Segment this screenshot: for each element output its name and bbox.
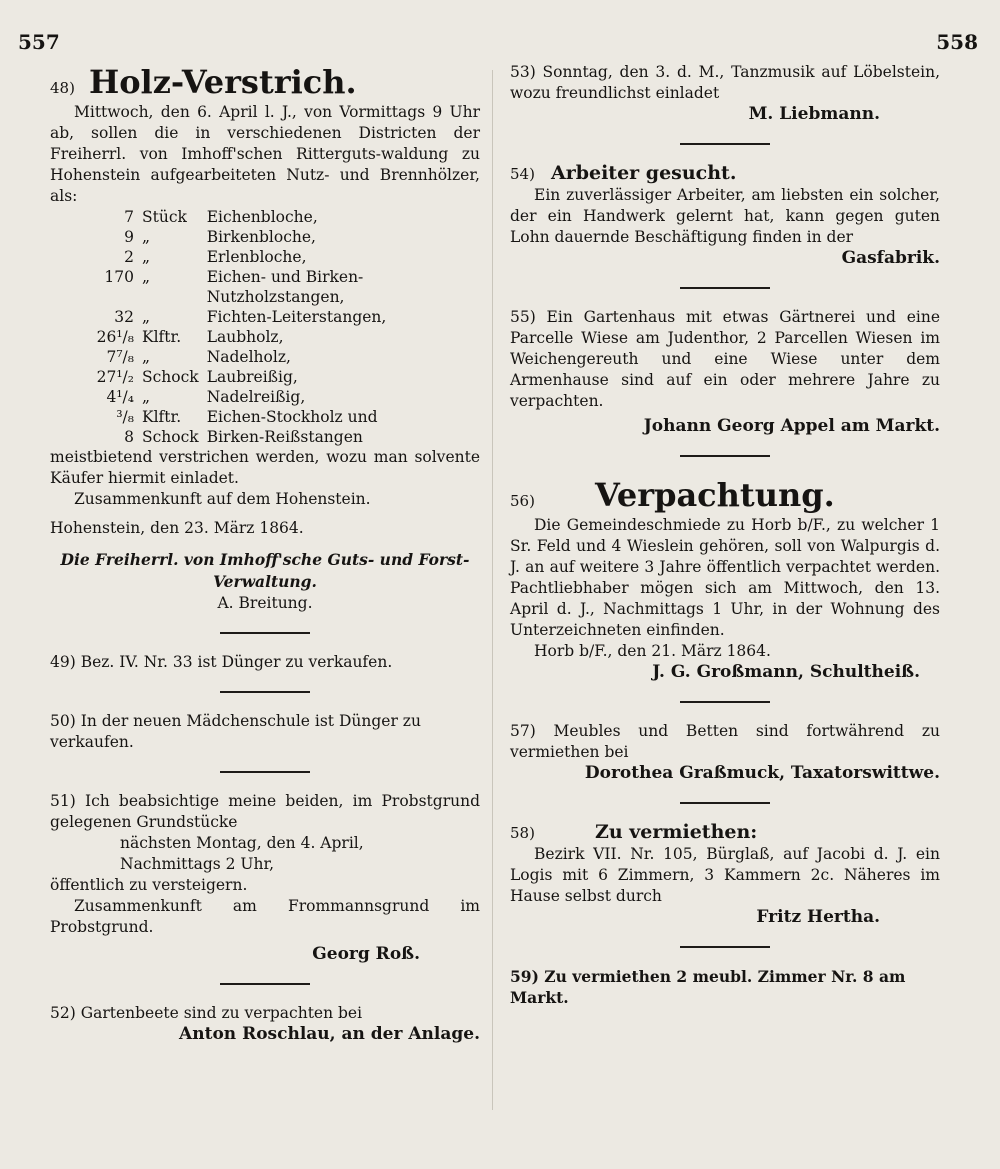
wood-list-row <box>78 387 480 407</box>
ad-title: Arbeiter gesucht. <box>550 162 737 184</box>
divider-rule <box>680 287 770 289</box>
wood-list-row <box>78 327 480 347</box>
ad-signer: Georg Roß. <box>312 944 420 964</box>
ad-date: Hohenstein, den 23. März 1864. <box>50 519 304 537</box>
wood-list-row <box>78 347 480 367</box>
wood-unit: „ <box>142 348 151 366</box>
ad-text: Nachmittags 2 Uhr, <box>120 855 275 873</box>
ad-56 <box>510 475 940 683</box>
wood-list-row <box>78 427 480 447</box>
wood-unit: Klftr. <box>142 408 182 426</box>
ad-number: 48) <box>50 79 75 97</box>
divider-rule <box>220 771 310 773</box>
divider-rule <box>680 455 770 457</box>
ad-title: Verpachtung. <box>594 476 835 514</box>
wood-qty: 7⁷/₈ <box>106 348 134 366</box>
ad-text: 52) Gartenbeete sind zu verpachten bei <box>50 1004 363 1022</box>
ad-number: 54) <box>510 165 535 183</box>
ad-text: nächsten Montag, den 4. April, <box>120 834 364 852</box>
ad-58 <box>510 822 940 928</box>
ad-54 <box>510 163 940 269</box>
wood-desc: Laubreißig, <box>206 368 298 386</box>
wood-unit: „ <box>142 388 151 406</box>
wood-desc: Eichenbloche, <box>206 208 318 226</box>
ad-signer: M. Liebmann. <box>748 104 880 124</box>
ad-55 <box>510 307 940 437</box>
wood-desc: Eichen- und Birken-Nutzholzstangen, <box>206 268 364 306</box>
ad-text: öffentlich zu versteigern. <box>50 876 248 894</box>
wood-unit: Klftr. <box>142 328 182 346</box>
ad-issuer: Die Freiherrl. von Imhoff'sche Guts- und Forst-Verwaltung. <box>60 550 470 591</box>
ad-49: 49) Bez. IV. Nr. 33 ist Dünger zu verkaufen. <box>50 653 393 671</box>
ad-text: 53) Sonntag, den 3. d. M., Tanzmusik auf Löbelstein, wozu freundlichst einladet <box>510 63 940 102</box>
wood-unit: „ <box>142 308 151 326</box>
divider-rule <box>680 143 770 145</box>
wood-qty: 8 <box>124 428 134 446</box>
wood-unit: „ <box>142 248 151 266</box>
ad-signer: Gasfabrik. <box>841 248 940 268</box>
wood-unit: Stück <box>142 208 187 226</box>
ad-signer: Fritz Hertha. <box>756 907 880 927</box>
ad-title: Holz-Verstrich. <box>88 63 357 101</box>
page-number-right: 558 <box>936 30 978 54</box>
wood-list <box>78 207 480 447</box>
ad-text: 55) Ein Gartenhaus mit etwas Gärtnerei und eine Parcelle Wiese am Judenthor, 2 Parcellen Wiesen im Weichengereuth und eine Wiese unter dem Armenhause sind auf ein oder mehrere Jahre zu verpachten. <box>510 308 940 410</box>
ad-number: 56) <box>510 492 535 510</box>
wood-desc: Nadelholz, <box>206 348 291 366</box>
column-divider <box>492 70 493 1110</box>
ad-text: Ein zuverlässiger Arbeiter, am liebsten ein solcher, der ein Handwerk gelernt hat, kann gegen guten Lohn dauernde Beschäftigung finden in der <box>510 186 940 246</box>
ad-51 <box>50 791 480 965</box>
wood-qty: 2 <box>124 248 134 266</box>
wood-list-row <box>78 207 480 227</box>
wood-desc: Erlenbloche, <box>206 248 307 266</box>
wood-desc: Fichten-Leiterstangen, <box>206 308 387 326</box>
ad-number: 58) <box>510 824 535 842</box>
right-column <box>510 62 940 1008</box>
ad-text: 51) Ich beabsichtige meine beiden, im Probstgrund gelegenen Grundstücke <box>50 792 480 831</box>
divider-rule <box>220 632 310 634</box>
ad-text: Zusammenkunft am Frommannsgrund im Probstgrund. <box>50 897 480 936</box>
wood-list-row <box>78 247 480 267</box>
ad-50: 50) In der neuen Mädchenschule ist Dünger zu verkaufen. <box>50 712 421 751</box>
ad-signer: Dorothea Graßmuck, Taxatorswittwe. <box>584 763 940 783</box>
wood-qty: 7 <box>124 208 134 226</box>
ad-59: 59) Zu vermiethen 2 meubl. Zimmer Nr. 8 am Markt. <box>510 967 906 1007</box>
wood-desc: Laubholz, <box>206 328 284 346</box>
wood-desc: Birkenbloche, <box>206 228 316 246</box>
wood-qty: 32 <box>114 308 134 326</box>
ad-title: Zu vermiethen: <box>594 821 758 843</box>
ad-signer: Anton Roschlau, an der Anlage. <box>179 1024 480 1044</box>
wood-unit: Schock <box>142 368 199 386</box>
ad-text: 57) Meubles und Betten sind fortwährend zu vermiethen bei <box>510 722 940 761</box>
ad-text: Bezirk VII. Nr. 105, Bürglaß, auf Jacobi d. J. ein Logis mit 6 Zimmern, 3 Kammern 2c. Näheres im Hause selbst durch <box>510 845 940 905</box>
ad-date: Horb b/F., den 21. März 1864. <box>534 642 771 660</box>
wood-qty: 27¹/₂ <box>96 368 134 386</box>
ad-52 <box>50 1003 480 1045</box>
ad-intro: Mittwoch, den 6. April l. J., von Vormittags 9 Uhr ab, sollen die in verschiedenen Districten der Freiherrl. von Imhoff'schen Ritterguts-waldung zu Hohenstein aufgearbeiteten Nutz- und Brennhölzer, als: <box>50 103 480 205</box>
ad-signer: A. Breitung. <box>217 594 313 612</box>
divider-rule <box>680 802 770 804</box>
wood-list-row <box>78 407 480 427</box>
divider-rule <box>680 946 770 948</box>
ad-57 <box>510 721 940 784</box>
left-column <box>50 62 480 1045</box>
divider-rule <box>220 983 310 985</box>
ad-53 <box>510 62 940 125</box>
divider-rule <box>680 701 770 703</box>
wood-list-row <box>78 267 480 307</box>
wood-desc: Birken-Reißstangen <box>206 428 363 446</box>
wood-qty: 170 <box>104 268 134 286</box>
ad-meeting: Zusammenkunft auf dem Hohenstein. <box>74 490 371 508</box>
ad-48 <box>50 62 480 614</box>
wood-list-row <box>78 307 480 327</box>
ad-outro: meistbietend verstrichen werden, wozu man solvente Käufer hiermit einladet. <box>50 448 480 487</box>
wood-qty: 4¹/₄ <box>106 388 134 406</box>
ad-signer: Johann Georg Appel am Markt. <box>643 416 940 436</box>
wood-qty: ³/₈ <box>116 408 134 426</box>
wood-unit: Schock <box>142 428 199 446</box>
divider-rule <box>220 691 310 693</box>
wood-unit: „ <box>142 228 151 246</box>
wood-list-row <box>78 227 480 247</box>
ad-signer: J. G. Großmann, Schultheiß. <box>652 662 920 682</box>
wood-qty: 26¹/₈ <box>96 328 134 346</box>
ad-text: Die Gemeindeschmiede zu Horb b/F., zu welcher 1 Sr. Feld und 4 Wieslein gehören, soll von Walpurgis d. J. an auf weitere 3 Jahre öffentlich verpachtet werden. Pachtliebhaber mögen sich am Mittwoch, den 13. April d. J., Nachmittags 1 Uhr, in der Wohnung des Unterzeichneten einfinden. <box>510 516 940 639</box>
wood-desc: Eichen-Stockholz und <box>206 408 378 426</box>
wood-unit: „ <box>142 268 151 286</box>
wood-desc: Nadelreißig, <box>206 388 306 406</box>
wood-list-row <box>78 367 480 387</box>
wood-qty: 9 <box>124 228 134 246</box>
page-number-left: 557 <box>18 30 60 54</box>
